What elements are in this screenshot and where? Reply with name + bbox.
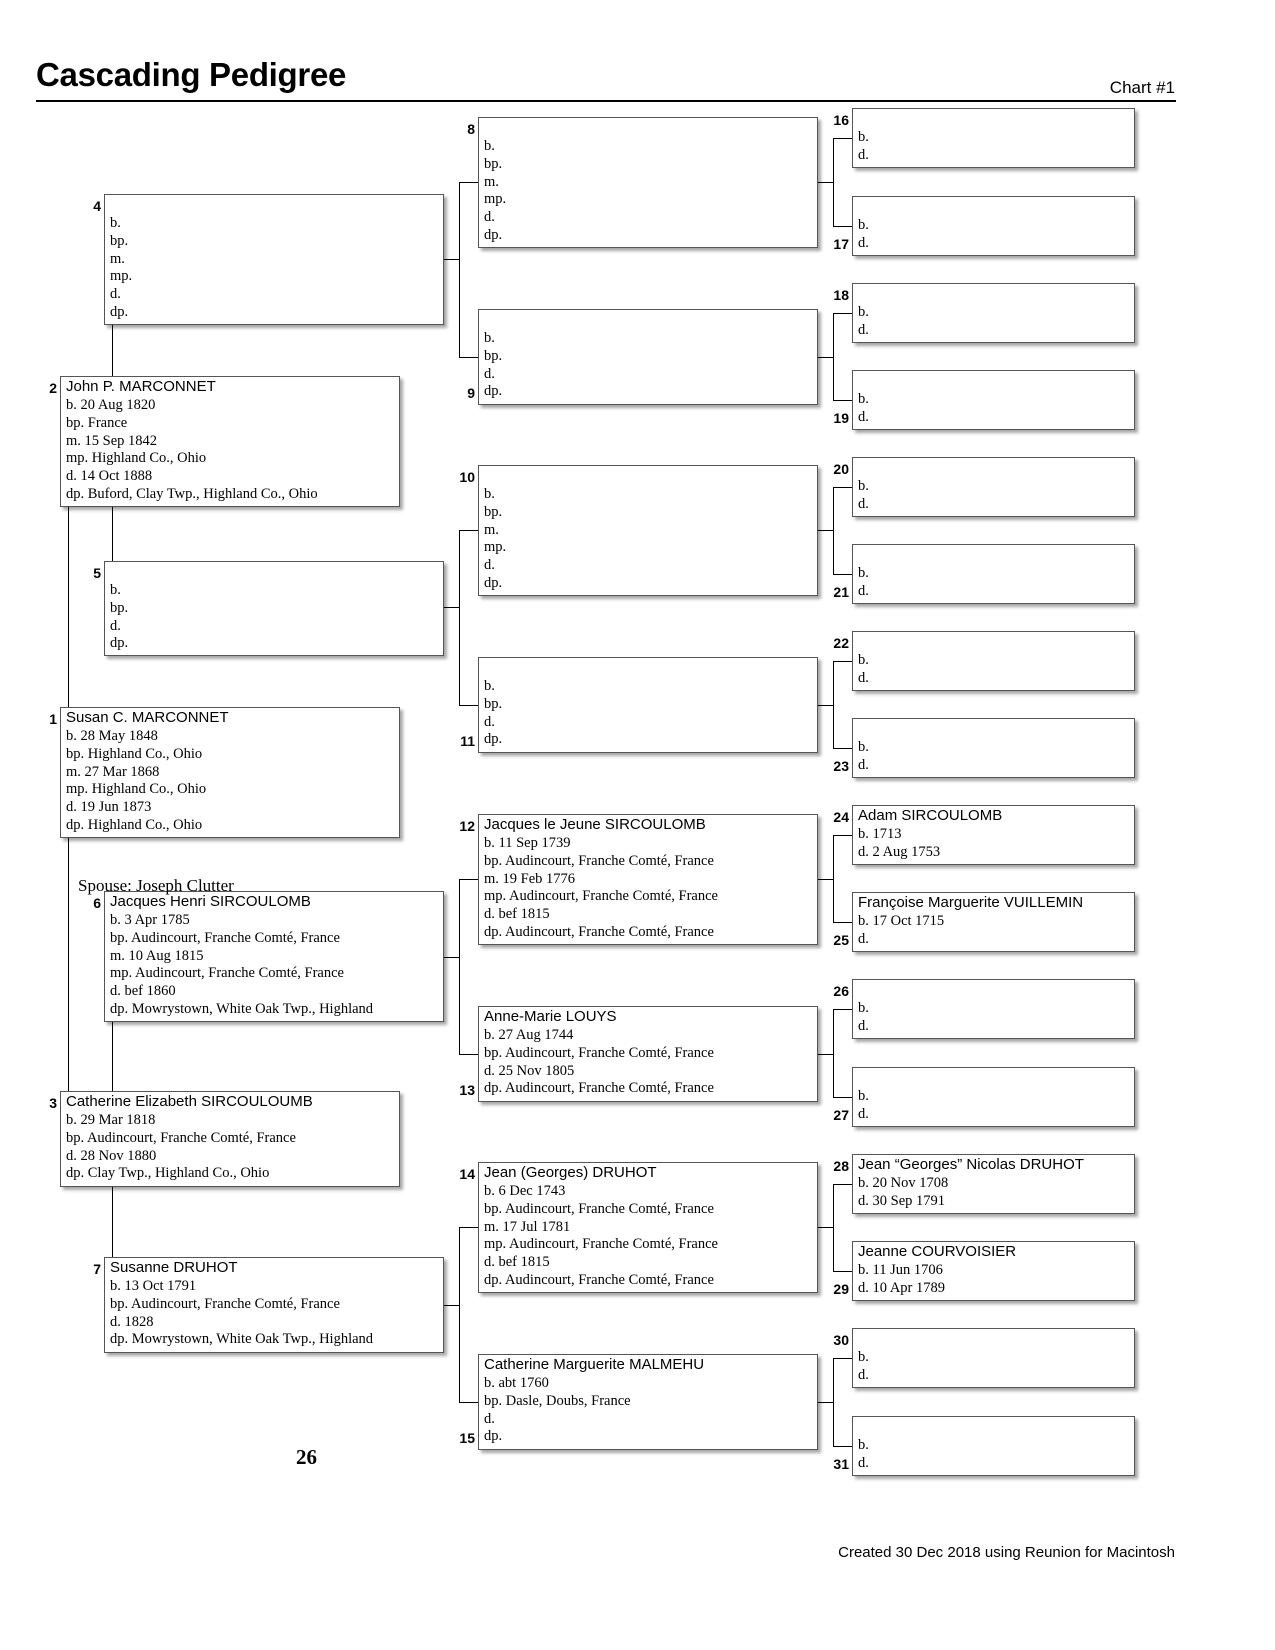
person-detail-line: bp. Highland Co., Ohio (66, 745, 203, 762)
person-detail-line: mp. Audincourt, Franche Comté, France (484, 888, 718, 905)
person-detail-line: dp. Highland Co., Ohio (66, 816, 203, 833)
person-detail-line: d. (484, 365, 495, 382)
person-detail-line: d. (110, 286, 121, 303)
connector-line (833, 1009, 852, 1010)
person-detail-line: b. (858, 565, 869, 581)
person-name (858, 1068, 1129, 1088)
person-name (858, 545, 1129, 565)
person-detail-line: bp. (110, 232, 129, 249)
connector-line (833, 574, 852, 575)
person-name (484, 466, 812, 486)
person-number-24: 24 (833, 809, 849, 825)
footer-credit: Created 30 Dec 2018 using Reunion for Macintosh (838, 1544, 1175, 1561)
person-detail-line: dp. Buford, Clay Twp., Highland Co., Ohio (66, 485, 318, 502)
person-number-2: 2 (49, 380, 57, 396)
person-name (858, 458, 1129, 478)
person-number-18: 18 (833, 287, 849, 303)
person-detail-line: m. 17 Jul 1781 (484, 1218, 571, 1235)
person-number-25: 25 (833, 932, 849, 948)
person-box-23[interactable] (852, 718, 1135, 778)
person-detail-line: b. 11 Jun 1706 (858, 1262, 943, 1278)
person-detail-line: b. (858, 1088, 869, 1104)
person-detail-line: d. (858, 321, 869, 338)
person-box-10[interactable] (478, 465, 818, 596)
connector-line (444, 957, 460, 958)
person-number-15: 15 (459, 1430, 475, 1446)
person-box-13[interactable] (478, 1006, 818, 1102)
connector-line (459, 1054, 478, 1055)
person-detail-line: b. 1713 (858, 826, 902, 842)
person-detail-line: b. (858, 217, 869, 233)
person-detail-line: b. 28 May 1848 (66, 728, 158, 744)
connector-line (833, 400, 852, 401)
connector-line (818, 182, 833, 183)
person-box-27[interactable] (852, 1067, 1135, 1127)
person-detail-line: b. (858, 1349, 869, 1365)
person-number-19: 19 (833, 410, 849, 426)
connector-line (112, 507, 113, 561)
connector-line (833, 1009, 834, 1097)
chart-title: Cascading Pedigree (36, 56, 347, 93)
connector-line (459, 182, 478, 183)
connector-line (833, 487, 834, 574)
person-detail-line: dp. (484, 226, 503, 243)
connector-line (112, 325, 113, 376)
person-name (858, 632, 1129, 652)
connector-line (833, 1358, 852, 1359)
person-number-27: 27 (833, 1107, 849, 1123)
person-detail-line: bp. Dasle, Doubs, France (484, 1392, 631, 1409)
person-detail-line: b. 13 Oct 1791 (110, 1278, 197, 1294)
person-name (110, 195, 438, 215)
person-detail-line: dp. Clay Twp., Highland Co., Ohio (66, 1165, 270, 1182)
connector-line (459, 705, 478, 706)
person-number-29: 29 (833, 1281, 849, 1297)
connector-line (833, 835, 852, 836)
person-name (858, 980, 1129, 1000)
person-detail-line: b. 29 Mar 1818 (66, 1112, 156, 1128)
person-number-4: 4 (93, 198, 101, 214)
person-name: Anne-Marie LOUYS (484, 1008, 617, 1025)
person-detail-line: m. 19 Feb 1776 (484, 870, 576, 887)
connector-line (833, 922, 852, 923)
person-detail-line: m. 15 Sep 1842 (66, 432, 158, 449)
person-detail-line: mp. (484, 539, 507, 556)
person-detail-line: bp. (484, 155, 503, 172)
person-number-28: 28 (833, 1158, 849, 1174)
person-detail-line: d. (858, 930, 869, 947)
connector-line (833, 313, 852, 314)
person-box-22[interactable] (852, 631, 1135, 691)
person-detail-line: dp. (484, 731, 503, 748)
person-detail-line: bp. Audincourt, Franche Comté, France (484, 1200, 714, 1217)
person-box-29[interactable] (852, 1241, 1135, 1301)
person-number-13: 13 (459, 1082, 475, 1098)
person-detail-line: d. (484, 209, 495, 226)
connector-line (818, 530, 833, 531)
person-detail-line: b. (858, 739, 869, 755)
connector-line (833, 1097, 852, 1098)
connector-line (68, 838, 69, 1091)
person-name (858, 1329, 1129, 1349)
connector-line (459, 530, 460, 705)
person-detail-line: d. (858, 582, 869, 599)
connector-line (818, 705, 833, 706)
person-detail-line: dp. (484, 383, 503, 400)
person-box-25[interactable] (852, 892, 1135, 952)
person-number-20: 20 (833, 461, 849, 477)
person-number-5: 5 (93, 565, 101, 581)
person-number-1: 1 (49, 711, 57, 727)
person-box-26[interactable] (852, 979, 1135, 1039)
person-name: Catherine Marguerite MALMEHU (484, 1356, 705, 1373)
person-number-8: 8 (467, 121, 475, 137)
person-name (484, 118, 812, 138)
connector-line (459, 182, 460, 357)
person-detail-line: b. (858, 652, 869, 668)
person-detail-line: mp. Audincourt, Franche Comté, France (484, 1236, 718, 1253)
person-name (858, 284, 1129, 304)
connector-line (833, 313, 834, 400)
person-name: Jacques le Jeune SIRCOULOMB (484, 816, 706, 833)
person-detail-line: dp. Mowrystown, White Oak Twp., Highland (110, 1000, 374, 1017)
spouse-line: Spouse: Joseph Clutter (78, 876, 234, 895)
person-box-8[interactable] (478, 117, 818, 248)
person-detail-line: d. bef 1860 (110, 983, 176, 1000)
person-box-31[interactable] (852, 1416, 1135, 1476)
connector-line (444, 259, 460, 260)
person-box-11[interactable] (478, 657, 818, 753)
person-name: Jacques Henri SIRCOULOMB (110, 893, 311, 910)
person-number-21: 21 (833, 584, 849, 600)
person-detail-line: b. (858, 1000, 869, 1016)
person-detail-line: b. (858, 478, 869, 494)
person-detail-line: d. (858, 1454, 869, 1471)
person-detail-line: d. 10 Apr 1789 (858, 1279, 945, 1296)
person-detail-line: bp. Audincourt, Franche Comté, France (484, 1044, 714, 1061)
person-detail-line: b. 20 Nov 1708 (858, 1175, 949, 1191)
person-name (110, 562, 438, 582)
person-detail-line: d. (858, 234, 869, 251)
person-detail-line: d. (110, 617, 121, 634)
person-detail-line: b. abt 1760 (484, 1375, 549, 1391)
person-detail-line: dp. (110, 303, 129, 320)
person-detail-line: b. (858, 129, 869, 145)
person-name: Françoise Marguerite VUILLEMIN (858, 894, 1084, 911)
person-box-4[interactable] (104, 194, 444, 325)
person-detail-line: b. (484, 330, 495, 346)
connector-line (833, 748, 852, 749)
person-box-18[interactable] (852, 283, 1135, 343)
connector-line (459, 1227, 478, 1228)
person-detail-line: mp. Highland Co., Ohio (66, 781, 207, 798)
person-detail-line: m. (484, 173, 499, 190)
connector-line (459, 1227, 460, 1402)
person-number-12: 12 (459, 818, 475, 834)
person-detail-line: dp. Audincourt, Franche Comté, France (484, 1271, 714, 1288)
connector-line (833, 138, 852, 139)
person-name: Adam SIRCOULOMB (858, 807, 1003, 824)
person-detail-line: bp. (110, 599, 129, 616)
person-number-17: 17 (833, 236, 849, 252)
person-detail-line: d. 1828 (110, 1313, 154, 1330)
person-detail-line: d. bef 1815 (484, 1254, 550, 1271)
person-detail-line: b. (484, 138, 495, 154)
person-number-3: 3 (49, 1095, 57, 1111)
connector-line (833, 661, 852, 662)
connector-line (459, 879, 460, 1054)
connector-line (833, 661, 834, 748)
person-name: Jeanne COURVOISIER (858, 1243, 1017, 1260)
connector-line (112, 1187, 113, 1257)
person-name (858, 1417, 1129, 1437)
person-detail-line: b. (484, 678, 495, 694)
person-detail-line: d. 30 Sep 1791 (858, 1192, 945, 1209)
connector-line (833, 1271, 852, 1272)
person-number-22: 22 (833, 635, 849, 651)
person-number-26: 26 (833, 983, 849, 999)
person-detail-line: d. 2 Aug 1753 (858, 843, 941, 860)
person-detail-line: d. (858, 669, 869, 686)
person-detail-line: d. bef 1815 (484, 906, 550, 923)
connector-line (112, 1022, 113, 1091)
person-detail-line: m. 27 Mar 1868 (66, 763, 160, 780)
person-box-7[interactable] (104, 1257, 444, 1353)
person-box-15[interactable] (478, 1354, 818, 1450)
person-detail-line: d. (858, 1366, 869, 1383)
person-box-17[interactable] (852, 196, 1135, 256)
person-detail-line: b. (110, 582, 121, 598)
person-number-31: 31 (833, 1456, 849, 1472)
person-box-21[interactable] (852, 544, 1135, 604)
person-box-30[interactable] (852, 1328, 1135, 1388)
person-name: Susan C. MARCONNET (66, 709, 229, 726)
person-detail-line: dp. Audincourt, Franche Comté, France (484, 1080, 714, 1097)
person-detail-line: bp. Audincourt, Franche Comté, France (110, 929, 340, 946)
connector-line (459, 530, 478, 531)
person-number-30: 30 (833, 1332, 849, 1348)
person-detail-line: d. (858, 1017, 869, 1034)
person-name: Catherine Elizabeth SIRCOULOUMB (66, 1093, 313, 1110)
person-box-24[interactable] (852, 805, 1135, 865)
person-number-7: 7 (93, 1261, 101, 1277)
connector-line (833, 1358, 834, 1446)
connector-line (833, 1446, 852, 1447)
person-detail-line: mp. Highland Co., Ohio (66, 450, 207, 467)
person-detail-line: m. (484, 521, 499, 538)
connector-line (833, 226, 852, 227)
person-detail-line: m. 10 Aug 1815 (110, 947, 204, 964)
person-box-16[interactable] (852, 108, 1135, 168)
person-detail-line: bp. Audincourt, Franche Comté, France (66, 1129, 296, 1146)
person-detail-line: b. (858, 1437, 869, 1453)
person-detail-line: b. (110, 215, 121, 231)
person-box-1[interactable] (60, 707, 400, 838)
person-detail-line: d. (484, 713, 495, 730)
person-detail-line: dp. (484, 1428, 503, 1445)
connector-line (818, 1054, 833, 1055)
person-box-19[interactable] (852, 370, 1135, 430)
person-detail-line: dp. (110, 635, 129, 652)
connector-line (833, 1184, 834, 1271)
person-detail-line: bp. (484, 695, 503, 712)
person-name (858, 197, 1129, 217)
person-detail-line: d. 19 Jun 1873 (66, 799, 152, 816)
person-detail-line: d. (858, 495, 869, 512)
person-detail-line: mp. Audincourt, Franche Comté, France (110, 965, 344, 982)
person-detail-line: bp. (484, 503, 503, 520)
person-detail-line: b. 17 Oct 1715 (858, 913, 945, 929)
person-detail-line: d. (858, 1105, 869, 1122)
title-rule (36, 100, 1176, 102)
connector-line (444, 1305, 460, 1306)
person-name: John P. MARCONNET (66, 378, 216, 395)
person-detail-line: mp. (110, 268, 133, 285)
person-detail-line: b. 3 Apr 1785 (110, 912, 190, 928)
person-detail-line: dp. (484, 574, 503, 591)
person-detail-line: mp. (484, 191, 507, 208)
connector-line (459, 357, 478, 358)
person-box-9[interactable] (478, 309, 818, 405)
person-detail-line: b. 6 Dec 1743 (484, 1183, 566, 1199)
connector-line (818, 1227, 833, 1228)
person-detail-line: d. 25 Nov 1805 (484, 1062, 575, 1079)
connector-line (68, 507, 69, 707)
person-name (484, 310, 812, 330)
person-name: Susanne DRUHOT (110, 1259, 238, 1276)
person-number-9: 9 (467, 385, 475, 401)
connector-line (459, 879, 478, 880)
connector-line (818, 1402, 833, 1403)
person-detail-line: b. 27 Aug 1744 (484, 1027, 574, 1043)
person-number-10: 10 (459, 469, 475, 485)
connector-line (459, 1402, 478, 1403)
person-detail-line: bp. Audincourt, Franche Comté, France (110, 1295, 340, 1312)
person-detail-line: b. (858, 304, 869, 320)
person-detail-line: d. 14 Oct 1888 (66, 468, 153, 485)
person-detail-line: b. 11 Sep 1739 (484, 835, 571, 851)
person-number-16: 16 (833, 112, 849, 128)
connector-line (818, 357, 833, 358)
person-box-28[interactable] (852, 1154, 1135, 1214)
person-name (858, 371, 1129, 391)
person-detail-line: dp. Mowrystown, White Oak Twp., Highland (110, 1331, 374, 1348)
person-detail-line: d. (484, 557, 495, 574)
person-detail-line: d. (858, 146, 869, 163)
person-detail-line: b. (858, 391, 869, 407)
person-name (858, 109, 1129, 129)
person-detail-line: d. 28 Nov 1880 (66, 1147, 157, 1164)
person-detail-line: d. (858, 408, 869, 425)
person-name: Jean (Georges) DRUHOT (484, 1164, 657, 1181)
person-detail-line: dp. Audincourt, Franche Comté, France (484, 923, 714, 940)
connector-line (833, 1184, 852, 1185)
person-box-5[interactable] (104, 561, 444, 656)
connector-line (444, 607, 460, 608)
person-box-6[interactable] (104, 891, 444, 1022)
person-name (484, 658, 812, 678)
person-box-20[interactable] (852, 457, 1135, 517)
person-box-14[interactable] (478, 1162, 818, 1293)
person-detail-line: bp. Audincourt, Franche Comté, France (484, 852, 714, 869)
person-detail-line: bp. (484, 347, 503, 364)
connector-line (833, 138, 834, 226)
person-number-14: 14 (459, 1166, 475, 1182)
person-box-12[interactable] (478, 814, 818, 945)
person-box-3[interactable] (60, 1091, 400, 1187)
person-name: Jean “Georges” Nicolas DRUHOT (858, 1156, 1084, 1173)
connector-line (833, 835, 834, 922)
connector-line (833, 487, 852, 488)
connector-line (818, 879, 833, 880)
person-number-11: 11 (460, 733, 475, 749)
person-detail-line: d. (484, 1410, 495, 1427)
person-number-6: 6 (93, 895, 101, 911)
person-name (858, 719, 1129, 739)
person-detail-line: m. (110, 250, 125, 267)
person-detail-line: bp. France (66, 414, 128, 431)
person-number-23: 23 (833, 758, 849, 774)
person-box-2[interactable] (60, 376, 400, 507)
page-number: 26 (296, 1445, 317, 1469)
person-detail-line: b. (484, 486, 495, 502)
person-detail-line: d. (858, 756, 869, 773)
chart-number: Chart #1 (1109, 78, 1175, 97)
person-detail-line: b. 20 Aug 1820 (66, 397, 156, 413)
